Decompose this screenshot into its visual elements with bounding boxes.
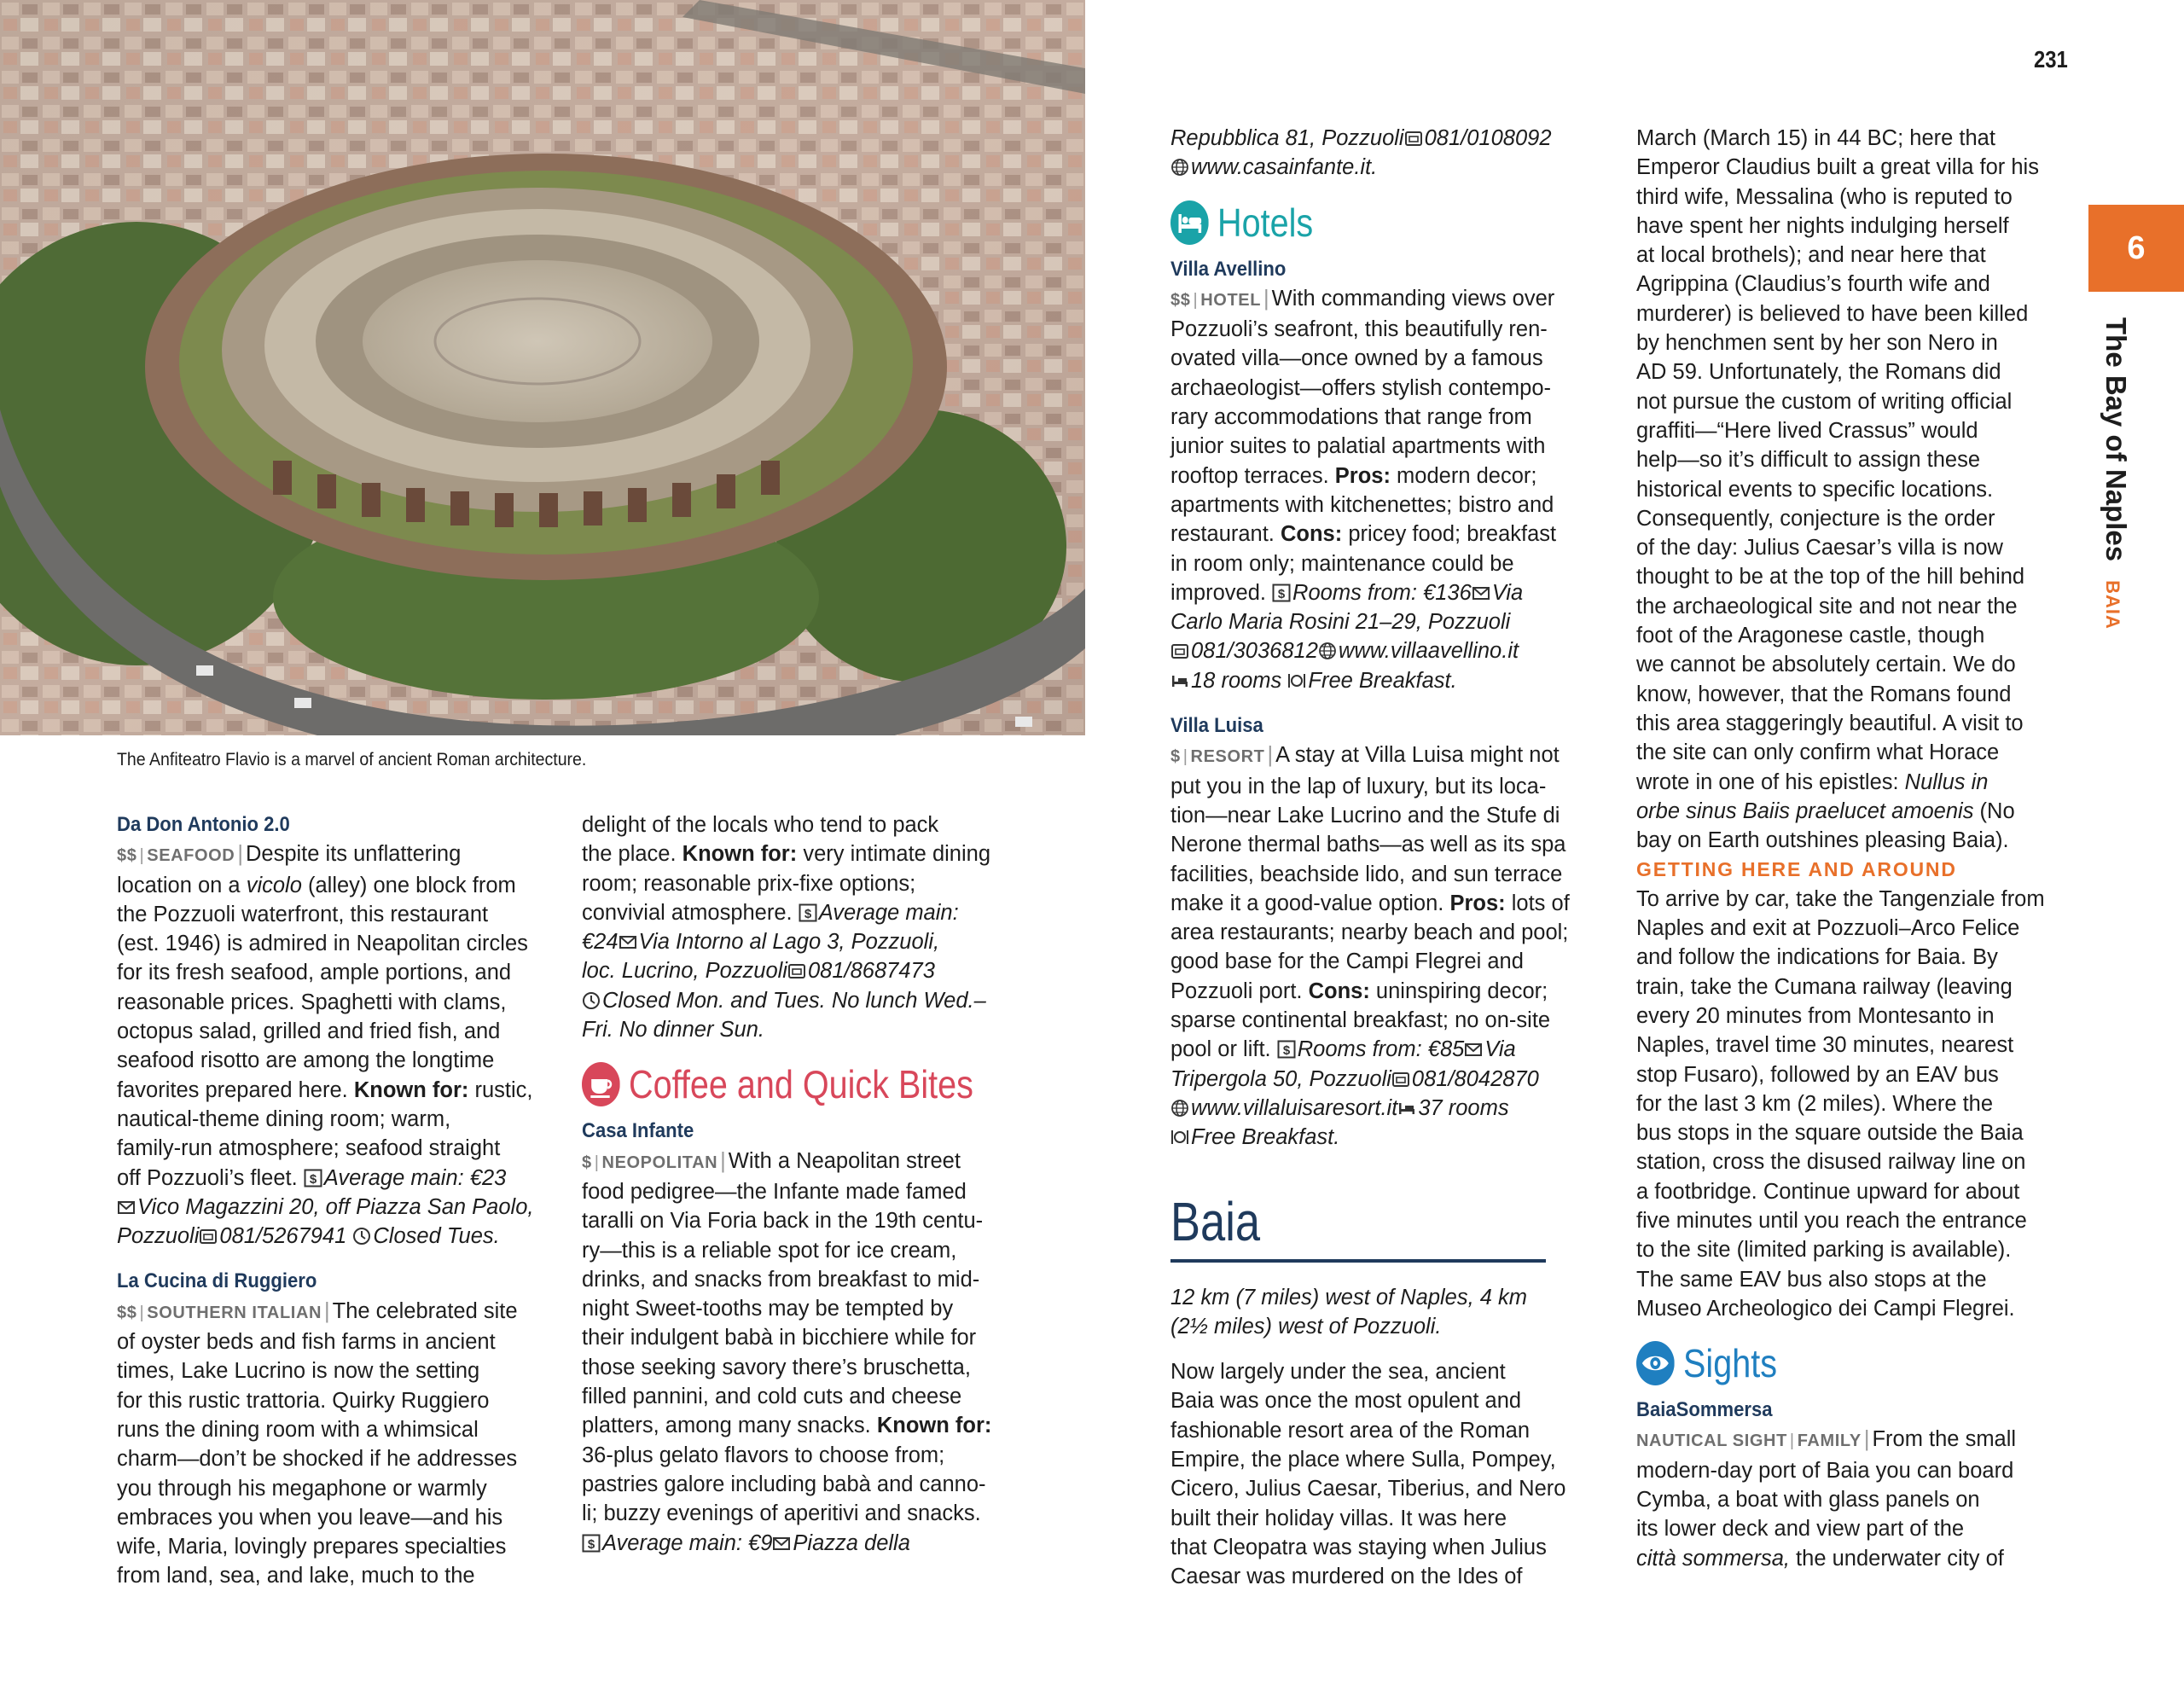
eye-icon — [1636, 1341, 1675, 1385]
coffee-section-heading: Coffee and Quick Bites — [582, 1060, 963, 1108]
phone-icon — [199, 1227, 218, 1246]
svg-text:$: $ — [1277, 586, 1286, 601]
svg-text:$: $ — [587, 1536, 595, 1552]
page-number: 231 — [2034, 46, 2068, 73]
dollar-icon — [1277, 1040, 1296, 1059]
meal-icon — [1287, 671, 1306, 690]
meal-icon — [1170, 1128, 1189, 1147]
address-icon — [1464, 1040, 1483, 1059]
column-3: Repubblica 81, Pozzuoli 081/0108092 www.casainfante.it. Hotels Villa Avellino $$ | HOTEL | With commanding views over Pozzuoli’s seafront, this beautifully ren- ovated villa—once owned by a famous archaeologist—offers stylish contempo- rary accommodations that range from junior suites to palatial apartments with rooftop terraces. Pros: modern decor; apartments with kitchenettes; bistro and restaurant. Cons: pricey food; breakfast in room only; maintenance could be improved. $ Rooms from: €136 Via Carlo Maria Rosini 21–29, Pozzuoli 081/3036812 www.villaavellino.it 18 rooms Free Breakfast. Villa Luisa $ | RESORT | A stay at Villa Luisa might not put you in the lap of luxury, but its loca- tion—near Lake Lucrino and the Stufe di Nerone thermal baths—as well as its spa facilities, beachside lido, and sun terrace make it a good-value option. Pros: lots of area restaurants; nearby beach and pool; good base for the Campi Flegrei and Pozzuoli port. Cons: uninspiring decor; sparse continental breakfast; no on-site pool or lift. $ Rooms from: €85 Via Tripergola 50, Pozzuoli 081/8042870 www.villaluisaresort.it 37 rooms Free Breakfast. Baia 12 km (7 miles) west of Naples, 4 km (2½ miles) west of Pozzuoli. Now largely under the sea, ancient Baia was once the most opulent and fashionable resort area of the Roman Empire, the place where Sulla, Pompey, Cicero, Julius Caesar, Tiberius, and Nero built their holiday villas. It was here that Cleopatra was staying when Julius Caesar was murdered on the Ides of — [1170, 124, 1614, 1591]
address-icon — [772, 1534, 791, 1553]
address-icon — [1472, 584, 1490, 602]
globe-icon — [1318, 642, 1337, 660]
svg-text:$: $ — [804, 906, 811, 921]
photo-caption: The Anfiteatro Flavio is a marvel of ancient Roman architecture. — [117, 750, 587, 769]
clock-icon — [352, 1227, 371, 1246]
hotel-name: Villa Avellino — [1170, 257, 1287, 281]
globe-icon — [1170, 1099, 1189, 1118]
chapter-side-title — [2092, 317, 2136, 630]
svg-text:$: $ — [309, 1171, 317, 1187]
cafe-name: Casa Infante — [582, 1119, 694, 1143]
phone-icon — [1404, 129, 1423, 148]
column-2: delight of the locals who tend to pack the place. Known for: very intimate dining room; reasonable prix-fixe options; convivial atmosphere. $ Average main: €24 Via Intorno al Lago 3, Pozzuoli, loc. Lucrino, Pozzuoli 081/8687473 Closed Mon. and Tues. No lunch Wed.– Fri. No dinner Sun. Coffee and Quick Bites Casa Infante $ | NEOPOLITAN | With a Neapolitan street food pedigree—the Infante made famed taralli on Via Foria back in the 19th centu- ry—this is a reliable spot for ice cream, drinks, and snacks from breakfast to mid- night Sweet-tooths may be tempted by their indulgent babà in bicchiere while for those seeking savory there’s bruschetta, filled pannini, and cold cuts and cheese platters, among many snacks. Known for: 36-plus gelato flavors to choose from; pastries galore including babà and canno- li; buzzy evenings of aperitivi and snacks. $ Average main: €9 Piazza della — [582, 813, 992, 1555]
restaurant-name: La Cucina di Ruggiero — [117, 1269, 317, 1293]
coffee-cup-icon — [582, 1062, 620, 1106]
column-4: March (March 15) in 44 BC; here that Emperor Claudius built a great villa for his third wife, Messalina (who is reputed to have spent her nights indulging herself at local brothels); and near here that Agrippina (Claudius’s fourth wife and murderer) is believed to have been killed by henchmen sent by her son Nero in AD 59. Unfortunately, the Romans did not pursue the custom of writing official graffiti—“Here lived Crassus” would help—so it’s difficult to assign these historical events to specific locations. Consequently, conjecture is the order of the day: Julius Caesar’s villa is now thought to be at the top of the hill behind the archaeological site and not near the foot of the Aragonese castle, though we cannot be absolutely certain. We do know, however, that the Romans found this area staggeringly beautiful. A visit to the site can only confirm what Horace wrote in one of his epistles: Nullus in orbe sinus Baiis praelucet amoenis (No bay on Earth outshines pleasing Baia). GETTING HERE AND AROUND To arrive by car, take the Tangenziale from Naples and exit at Pozzuoli–Arco Felice and follow the indications for Baia. By train, take the Cumana railway (leaving every 20 minutes from Montesanto in Naples, travel time 30 minutes, nearest stop Fusaro), followed by an EAV bus for the last 3 km (2 miles). Where the bus stops in the square outside the Baia station, cross the disused railway line on a footbridge. Continue upward for about five minutes until you reach the entrance to the site (limited parking is available). The same EAV bus also stops at the Museo Archeologico dei Campi Flegrei. Sights BaiaSommersa NAUTICAL SIGHT | FAMILY | From the small modern-day port of Baia you can board Cymba, a boat with glass panels on its lower deck and view part of the città sommersa, the underwater city of — [1636, 124, 2088, 1573]
svg-text:$: $ — [1282, 1043, 1290, 1059]
hotel-name: Villa Luisa — [1170, 714, 1263, 738]
baia-title: Baia — [1170, 1190, 1261, 1252]
room-bed-icon — [1397, 1099, 1416, 1118]
sights-section-heading: Sights — [1636, 1339, 2025, 1387]
restaurant-name: Da Don Antonio 2.0 — [117, 813, 290, 836]
phone-icon — [1391, 1070, 1410, 1089]
column-1: Da Don Antonio 2.0 $$ | SEAFOOD | Despite its unflattering location on a vicolo (alley) one block from the Pozzuoli waterfront, this restaurant (est. 1946) is admired in Neapolitan circles for its fresh seafood, ample portions, and reasonable prices. Spaghetti with clams, octopus salad, grilled and fried fish, and seafood risotto are among the longtime favorites prepared here. Known for: rustic, nautical-theme dining room; warm, family-run atmosphere; seafood straight off Pozzuoli’s fleet. $ Average main: €23 Vico Magazzini 20, off Piazza San Paolo, Pozzuoli 081/5267941 Closed Tues. La Cucina di Ruggiero $$ | SOUTHERN ITALIAN | The celebrated site of oyster beds and fish farms in ancient times, Lake Lucrino is now the setting for this rustic trattoria. Quirky Ruggiero runs the dining room with a whimsical charm—don’t be shocked if he addresses you through his megaphone or warmly embraces you when you leave—and his wife, Maria, lovingly prepares specialties from land, sea, and lake, much to the — [117, 810, 561, 1591]
dollar-icon — [799, 903, 817, 922]
chapter-title: The Bay of Naples — [2100, 317, 2132, 562]
section-label: BAIA — [2102, 580, 2123, 630]
chapter-tab: 6 — [2088, 205, 2184, 292]
room-bed-icon — [1170, 671, 1189, 690]
clock-icon — [582, 991, 601, 1010]
dollar-icon — [582, 1534, 601, 1553]
address-icon — [117, 1198, 136, 1217]
globe-icon — [1170, 158, 1189, 177]
getting-here-heading: GETTING HERE AND AROUND — [1636, 858, 1957, 881]
phone-icon — [787, 961, 806, 980]
cuisine-tag: SEAFOOD — [147, 846, 235, 866]
amphitheater-photo — [0, 0, 1085, 735]
hotels-section-heading: Hotels — [1170, 199, 1552, 247]
sight-name: BaiaSommersa — [1636, 1398, 1773, 1422]
address-icon — [619, 932, 637, 951]
bed-icon — [1170, 200, 1209, 245]
phone-icon — [1170, 642, 1189, 660]
dollar-icon — [1272, 584, 1291, 602]
price-tag: $$ — [117, 846, 137, 866]
dollar-icon — [304, 1169, 322, 1188]
